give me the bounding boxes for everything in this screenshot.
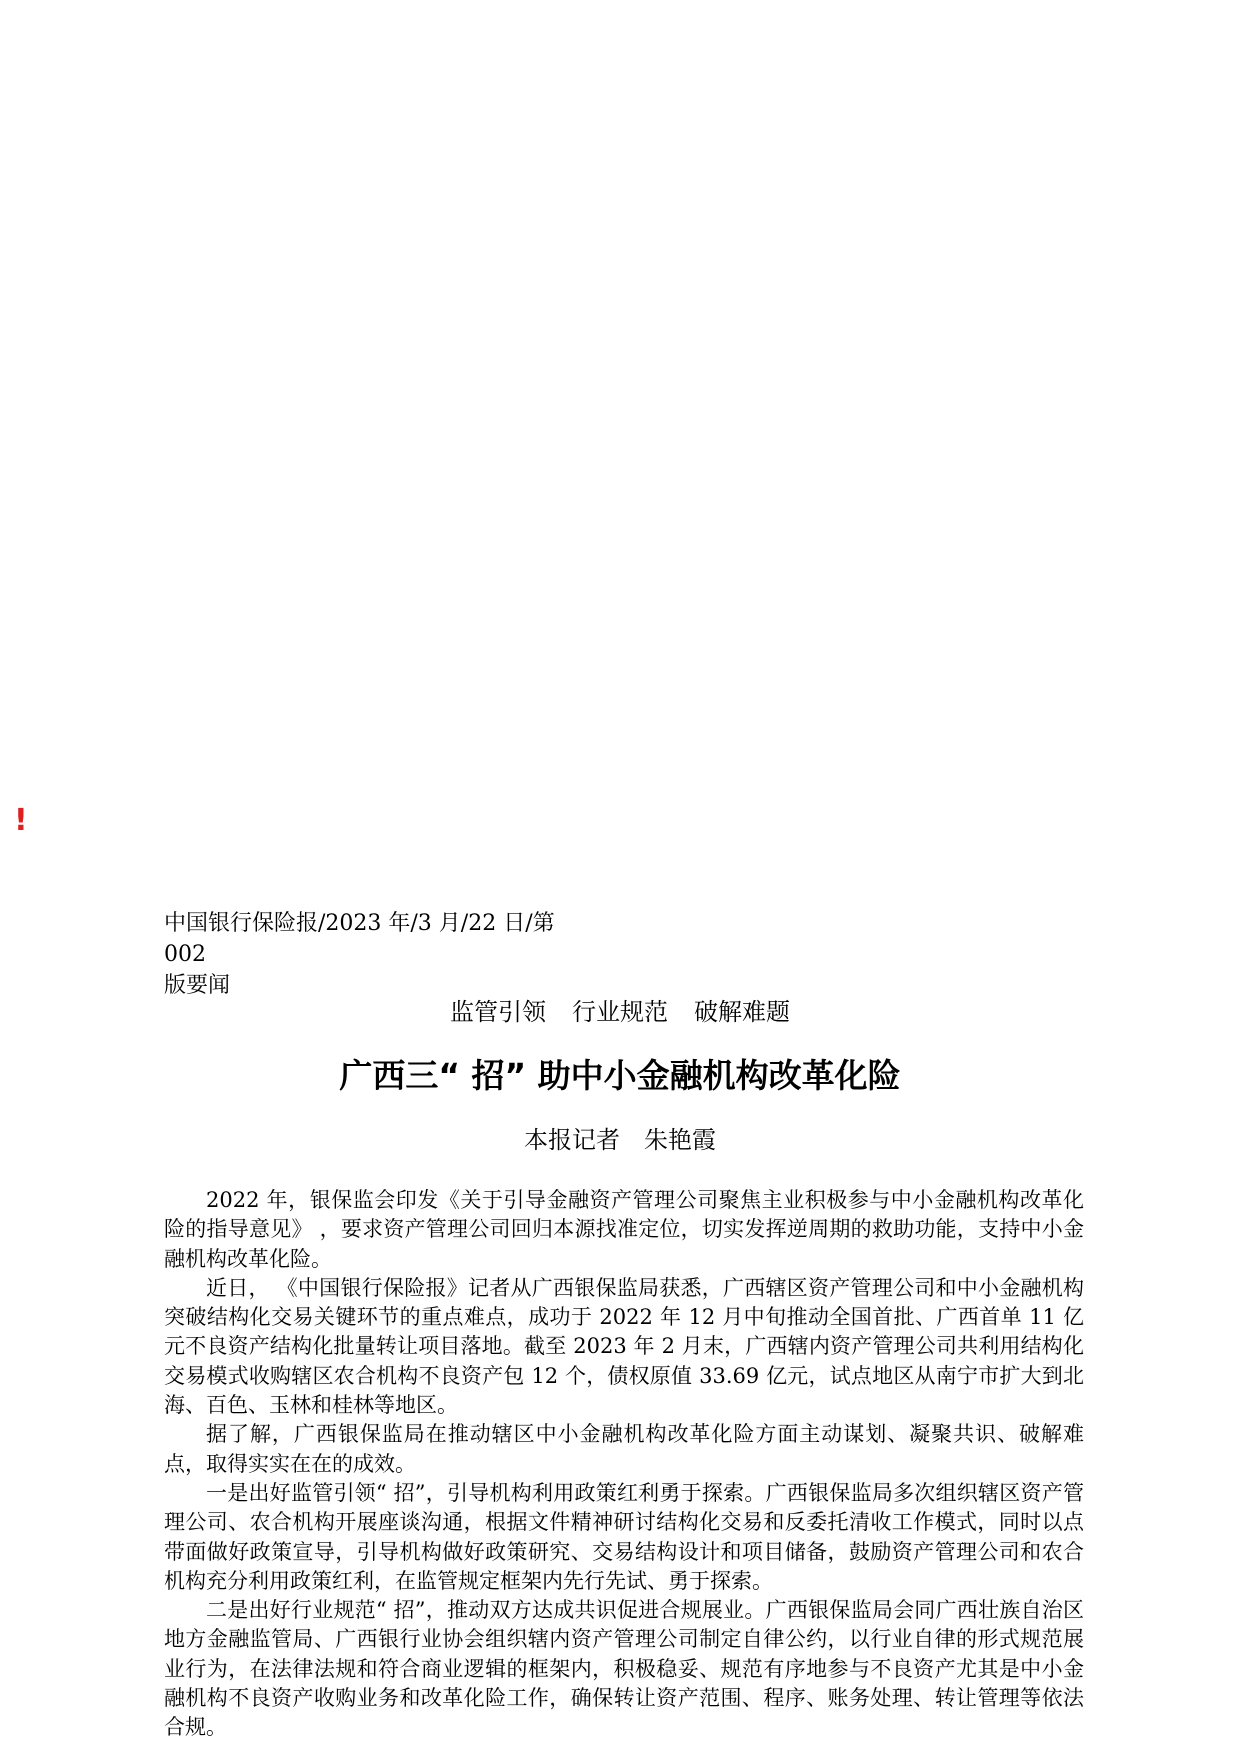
subtitle-part-2: 行业规范 bbox=[572, 998, 668, 1026]
red-exclamation-mark: ! bbox=[14, 803, 28, 838]
source-line bbox=[164, 908, 584, 1001]
source-line-1: 中国银行保险报/2023 年/3 月/22 日/第 002 bbox=[164, 911, 555, 967]
paragraph-4: 一是出好监管引领“ 招”，引导机构利用政策红利勇于探索。广西银保监局多次组织辖区资产管理公司、农合机构开展座谈沟通，根据文件精神研讨结构化交易和反委托清收工作模式，同时以点带面做好政策宣导，引导机构做好政策研究、交易结构设计和项目储备，鼓励资产管理公司和农合机构充分利用政策红利，在监管规定框架内先行先试、勇于探索。 bbox=[164, 1480, 1084, 1593]
paragraph-3: 据了解，广西银保监局在推动辖区中小金融机构改革化险方面主动谋划、凝聚共识、破解难点，取得实实在在的成效。 bbox=[164, 1422, 1084, 1476]
byline-name: 朱艳霞 bbox=[644, 1126, 716, 1154]
byline bbox=[0, 1123, 1240, 1157]
subtitle-part-3: 破解难题 bbox=[694, 998, 790, 1026]
paragraph-1: 2022 年，银保监会印发《关于引导金融资产管理公司聚焦主业积极参与中小金融机构改革化险的指导意见》 ，要求资产管理公司回归本源找准定位，切实发挥逆周期的救助功能，支持中小金融机构改革化险。 bbox=[164, 1188, 1084, 1271]
article-subtitle bbox=[0, 995, 1240, 1029]
paragraph-5: 二是出好行业规范“ 招”，推动双方达成共识促进合规展业。广西银保监局会同广西壮族自治区地方金融监管局、广西银行业协会组织辖内资产管理公司制定自律公约，以行业自律的形式规范展业行为，在法律法规和符合商业逻辑的框架内，积极稳妥、规范有序地参与不良资产尤其是中小金融机构不良资产收购业务和改革化险工作，确保转让资产范围、程序、账务处理、转让管理等依法合规。 bbox=[164, 1598, 1084, 1740]
article-headline: 广西三“ 招” 助中小金融机构改革化险 bbox=[339, 1056, 901, 1095]
paragraph-2: 近日， 《中国银行保险报》记者从广西银保监局获悉，广西辖区资产管理公司和中小金融机构突破结构化交易关键环节的重点难点，成功于 2022 年 12 月中旬推动全国首批、广西首单 11 亿元不良资产结构化批量转让项目落地。截至 2023 年 2 月末，广西辖内资产管理公司共利用结构化交易模式收购辖区农合机构不良资产包 12 个，债权原值 33.69 亿元，试点地区从南宁市扩大到北海、百色、玉林和桂林等地区。 bbox=[164, 1275, 1084, 1418]
subtitle-part-1: 监管引领 bbox=[450, 998, 546, 1026]
byline-role: 本报记者 bbox=[524, 1126, 620, 1154]
source-line-2: 版要闻 bbox=[164, 973, 231, 998]
article-body bbox=[164, 1186, 1084, 1743]
